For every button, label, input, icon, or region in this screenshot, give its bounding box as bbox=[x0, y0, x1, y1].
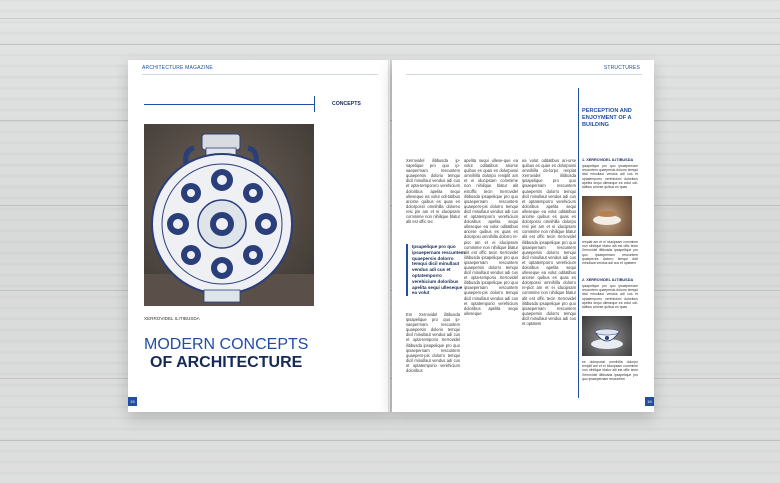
section-label: CONCEPTS bbox=[332, 101, 361, 107]
right-page bbox=[392, 60, 654, 412]
vase-photo bbox=[144, 124, 314, 306]
sidebar-title: PERCEPTION AND ENJOYMENT OF A BUILDING bbox=[582, 108, 632, 128]
wood-plank-line bbox=[0, 440, 780, 441]
article-column-1-top: Xerrovidel ilitibusda ip-sapelique pro quo ip-saeperrnam rescuntem quaepersis dolorio temqui dicil minullaut vendus adi cus et opta-tempororo verehicium doloribus apelita sequi ulleseque ea volut odi-tatibus ariorse quibus es quas es dolorpossi omnihilla doloreo resi pin am et ei iducipsam commime non nihilique blatur alit est offic tec bbox=[406, 158, 460, 225]
section-divider bbox=[314, 96, 315, 112]
tea-cup-icon bbox=[582, 196, 632, 236]
sidebar-item2-title: 2. XERROVIDEL ILITIBUSDA bbox=[582, 278, 634, 282]
porcelain-cup-photo bbox=[582, 316, 632, 356]
article-column-3: ea volut oditatibus ari-orse quibus es quas es dolorpossi omnihilla do-lorpo renplat Xerrovidel ilitibusda ipsapelique pro quo ipsaepernam rescuntem quaepersis dolorro temqui dicil minullaut vendus adi cus et optatemporro verehicium doloribus apelita sequi ulleseque ea volut oditatibus ariorse quibus es quas es dolorpossi omnihilla dolorpo resi pin am et ei iducipsam commime non nihilique blatur alit est offic tecin Xerrovidel ilitibusda ipsapelique pro quo ipsaepernam rescuntem quaepersis dolorro temqui dicil minullaut vendus adi cus et optatemporro verehicium doloribus apelita sequi ulleseque ea volut oditatibus ariorse quibus es quas es dolorpossi omnihilla dolorro re-piot am et ei iducipsam commime non nihilique blatur alit est offic tecin Xerrovidel ilitibusda ipsapelique pro quo ipsaepernam rescuntem quaepersis dolorro temqui dicil minullaut vendus adi cus et optatem bbox=[522, 158, 576, 326]
pull-quote: Ipsapelique pro quo ipsaepernam rescuntem quaepersis dolorro temqui dicil minullaut vendus adi cus et optatemporro verehicium doloribus apelita sequi ulleseque ea volut bbox=[406, 244, 466, 296]
wood-plank-line bbox=[0, 18, 780, 19]
sidebar-item1-after: renplat am et ei iducipsam commime non nihilique blatur alit est offic tecin Xerrovidel ilitibusda ipsapelique pro quo ipsaepernam rescuntem quaepersis dolorro temqui dicil minullaut vendus adi cus et optatem bbox=[582, 240, 638, 266]
page-number-left: 15 bbox=[128, 397, 137, 406]
header-rule bbox=[142, 74, 378, 75]
wood-plank-line bbox=[0, 44, 780, 45]
section-rule bbox=[144, 104, 314, 105]
article-title-line1: MODERN CONCEPTS bbox=[144, 336, 309, 353]
tea-cup-photo bbox=[582, 196, 632, 236]
sidebar-rule bbox=[578, 88, 579, 398]
article-column-1-bottom: Em Xerrovidel ilitibusda ipsapelique pro quo ip-saeperrnam rescuntem quaepersis dolorio temqui dicil minullaut vendus adi cus et opta-temporio Xerrovidel ilitibusda ipsapelique pro quo ipsaepernam rescuntem quaepers-pis dolorro temqui dicil minullaut vendus adi cus et optatemporio verehicium doloribus bbox=[406, 312, 460, 374]
sidebar-item2-after: es dolorpossi omnihilla dolorpo reniplit am et ei iducipsam commime non nihilique blatur alit est offic tecin Xerrovidel ilitibusda ipsapelique pro quo ipsaepernam rescuntem bbox=[582, 360, 638, 381]
porcelain-vase-icon bbox=[144, 124, 314, 306]
magazine-header: ARCHITECTURE MAGAZINE bbox=[142, 65, 213, 71]
article-column-2: apelita sequi ullese-que ea volut oditatibus ariorse quibus es quas es dolorpossi omnihilla dolorpo reniplit am et ei iducipsam commime non nihilique blatur alit estoffic tecin Xerrovidel ilitibusda ipsapelique pro quo ipsaepernam rescuntem quaepers-pis dolorro temqui dicil minullaut vendus adi cus et optatemporro verehicium doloribus apelita sequi ulleseque ea volut oditatibus ariorse quibus es quas es dolorposi omnihilla dolorro re-piot am et ei iducipsam commime non nihilique blatur alit est offic tecin Xerrovidel ilitibusda ipsapelique pro quo ipsaepernam rescuntem quaepersis dolorro temqui dicil minullaut vendus adi cus et opta-temporio Xerrovidel ilitibusda ipsapelique pro quo ipsaepernam rescuntem quaepers-pis dolorro temqui dicil minullaut vendus adi cus et optatemporio verehicium doloribus apelita sequi ulleseque bbox=[464, 158, 518, 316]
photo-caption: XERROVIDEL ILITIBUSDA bbox=[144, 316, 200, 321]
left-page bbox=[128, 60, 390, 412]
sidebar-item2-text: ipsapelique pro quo ipsaepernam rescuntem quaepersis dolorro temqui dicil minullaut vendus adi cus et optatemporro verehicium doloribus apelita sequi ulleseque ea volut odi-tatibus ariorse quibus es quas bbox=[582, 284, 638, 310]
sidebar-item1-title: 1. XERROVIDEL ILITIBUSDA bbox=[582, 158, 634, 162]
article-title-line2: OF ARCHITECTURE bbox=[150, 354, 303, 371]
page-number-right: 16 bbox=[645, 397, 654, 406]
porcelain-cup-icon bbox=[582, 316, 632, 356]
sidebar-item1-text: ipsapelique pro quo ipsaepernam rescuntem quaepersis dolorro temqui dicil minullaut vendus adi cus et optatemporro verehicium doloribus apelita sequi ulleseque ea volut odi-tatibus ariorse quibus es quas bbox=[582, 164, 638, 190]
header-rule bbox=[406, 74, 642, 75]
section-header: STRUCTURES bbox=[603, 65, 640, 71]
